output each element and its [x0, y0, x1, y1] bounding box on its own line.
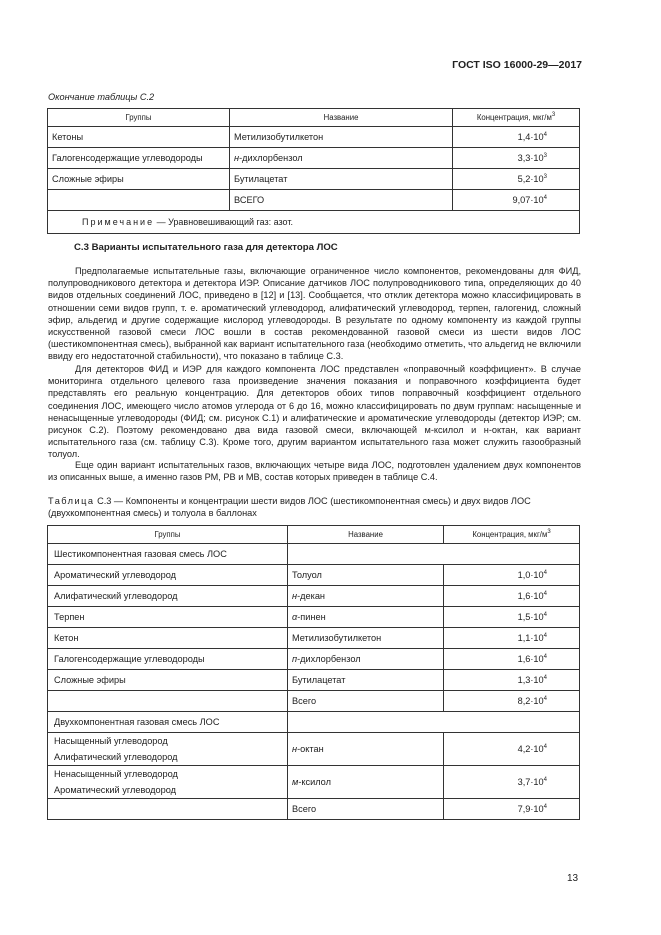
table-row	[48, 127, 580, 148]
table-header-row	[48, 526, 580, 544]
table-row	[48, 670, 580, 691]
table1-caption: Окончание таблицы С.2	[48, 92, 155, 102]
col-header-name: Название	[288, 526, 444, 544]
cell-group: Ненасыщенный углеводород Ароматический углеводород	[48, 766, 288, 799]
col-header-groups: Группы	[48, 109, 230, 127]
col-header-name: Название	[230, 109, 453, 127]
table-row	[48, 565, 580, 586]
col-header-concentration: Концентрация, мкг/$м^3$	[444, 526, 580, 544]
cell-concentration: $1,6\cdot 10^4$	[444, 586, 580, 607]
table-header-row	[48, 109, 580, 127]
cell-name: н-октан	[288, 733, 444, 766]
cell-group: Алифатический углеводород	[48, 586, 288, 607]
page-number: 13	[567, 873, 579, 884]
cell-group: Терпен	[48, 607, 288, 628]
cell-concentration: $1,5\cdot 10^4$	[444, 607, 580, 628]
cell-concentration: $3,3\cdot 10^3$	[453, 148, 580, 169]
cell-concentration: $7,9\cdot 10^4$	[444, 799, 580, 820]
cell-name: Всего	[288, 691, 444, 712]
table-row	[48, 607, 580, 628]
table-row	[48, 766, 580, 799]
cell-concentration: $1,6\cdot 10^4$	[444, 649, 580, 670]
table-row	[48, 190, 580, 211]
cell-concentration: $1,3\cdot 10^4$	[444, 670, 580, 691]
section-label: Шестикомпонентная газовая смесь ЛОС	[48, 544, 288, 565]
table-c2-end	[47, 108, 580, 234]
cell-name: Бутилацетат	[288, 670, 444, 691]
cell-name: Бутилацетат	[230, 169, 453, 190]
table-row	[48, 628, 580, 649]
paragraph: Для детекторов ФИД и ИЭР для каждого компонента ЛОС представлен «поправочный коэффициент». В случае мониторинга отдельного целевого газа произведение значения показания и поправочного коэффициента будет представлять его реальную концентрацию. Для детекторов обоих типов поправочный коэффициент отдельного соединения ЛОС, имеющего число атомов углерода от 6 до 16, можно классифицировать по двум группам: насыщенные и ненасыщенные углеводороды (ФИД; см. рисунок С.1) и алифатические и ароматические углеводороды (детектор ИЭР; см. рисунок С.2). Поэтому рекомендовано два вида газовой смеси, включающей м-ксилол и н-октан, как вариант испытательного газа (см. таблицу С.3). Кроме того, другим вариантом испытательного газа может служить газообразный толуол.	[48, 364, 581, 460]
cell-group: Галогенсодержащие углеводороды	[48, 148, 230, 169]
cell-group: Кетон	[48, 628, 288, 649]
cell-name: Толуол	[288, 565, 444, 586]
cell-name: н-дихлорбензол	[230, 148, 453, 169]
cell-group: Галогенсодержащие углеводороды	[48, 649, 288, 670]
section-title: С.3 Варианты испытательного газа для детектора ЛОС	[74, 242, 338, 253]
table-row	[48, 169, 580, 190]
cell-name: ВСЕГО	[230, 190, 453, 211]
table-section-row	[48, 712, 580, 733]
table-total-row	[48, 799, 580, 820]
section-label: Двухкомпонентная газовая смесь ЛОС	[48, 712, 288, 733]
cell-concentration: $5,2\cdot 10^3$	[453, 169, 580, 190]
cell-name: α-пинен	[288, 607, 444, 628]
cell-concentration: $1,1\cdot 10^4$	[444, 628, 580, 649]
cell-name: Метилизобутилкетон	[288, 628, 444, 649]
cell-name: н-декан	[288, 586, 444, 607]
paragraph: Предполагаемые испытательные газы, включающие ограниченное число компонентов, рекомендованы для ФИД, полупроводникового детектора и детектора ИЭР. Описание датчиков ЛОС полупроводникового типа, определяющих до 40 видов отдельных соединений ЛОС, приведено в [12] и [13]. Сообщается, что отклик детектора можно классифицировать в отношении семи видов групп, т. е. ароматический углеводород, алифатический углеводород, терпен, галогенид, сложный эфир, альдегид и другие содержащие кислород углеводороды. В результате по одному компоненту из каждой группы искусственной газовой смеси ЛОС вошли в состав рекомендованной газовой смеси из шести видов ЛОС (шестикомпонентная смесь), выбранной как вариант испытательного газа (необходимо отметить, что альдегид не включили ввиду его недостаточной стабильности), что показано в таблице С.3.	[48, 266, 581, 362]
col-header-groups: Группы	[48, 526, 288, 544]
cell-name: Всего	[288, 799, 444, 820]
table-row	[48, 733, 580, 766]
table2-caption: Таблица С.3 — Компоненты и концентрации шести видов ЛОС (шестикомпонентная смесь) и двух видов ЛОС (двухкомпонентная смесь) и толуола в баллонах	[48, 496, 531, 519]
cell-name: п-дихлорбензол	[288, 649, 444, 670]
cell-group	[48, 691, 288, 712]
table-row	[48, 649, 580, 670]
table-c3	[47, 525, 580, 820]
cell-group: Кетоны	[48, 127, 230, 148]
cell-concentration: $4,2\cdot 10^4$	[444, 733, 580, 766]
cell-name: м-ксилол	[288, 766, 444, 799]
cell-group: Ароматический углеводород	[48, 565, 288, 586]
col-header-concentration: Концентрация, мкг/$м^3$	[453, 109, 580, 127]
cell-concentration: $3,7\cdot 10^4$	[444, 766, 580, 799]
table-note-row	[48, 211, 580, 234]
cell-name: Метилизобутилкетон	[230, 127, 453, 148]
cell-concentration: $8,2\cdot 10^4$	[444, 691, 580, 712]
cell-group	[48, 190, 230, 211]
table-total-row	[48, 691, 580, 712]
cell-concentration: $1,4\cdot 10^4$	[453, 127, 580, 148]
table-row	[48, 586, 580, 607]
table-note: Примечание — Уравновешивающий газ: азот.	[48, 211, 580, 234]
cell-concentration: $9,07\cdot 10^4$	[453, 190, 580, 211]
table-row	[48, 148, 580, 169]
document-header: ГОСТ ISO 16000-29—2017	[452, 59, 582, 71]
cell-group: Сложные эфиры	[48, 169, 230, 190]
table-section-row	[48, 544, 580, 565]
cell-concentration: $1,0\cdot 10^4$	[444, 565, 580, 586]
cell-group: Насыщенный углеводород Алифатический углеводород	[48, 733, 288, 766]
paragraph: Еще один вариант испытательных газов, включающих четыре вида ЛОС, подготовлен удалением двух компонентов из описанных выше, а именно газов РМ, РВ и МВ, состав которых приведен в таблице С.4.	[48, 460, 581, 483]
cell-group: Сложные эфиры	[48, 670, 288, 691]
